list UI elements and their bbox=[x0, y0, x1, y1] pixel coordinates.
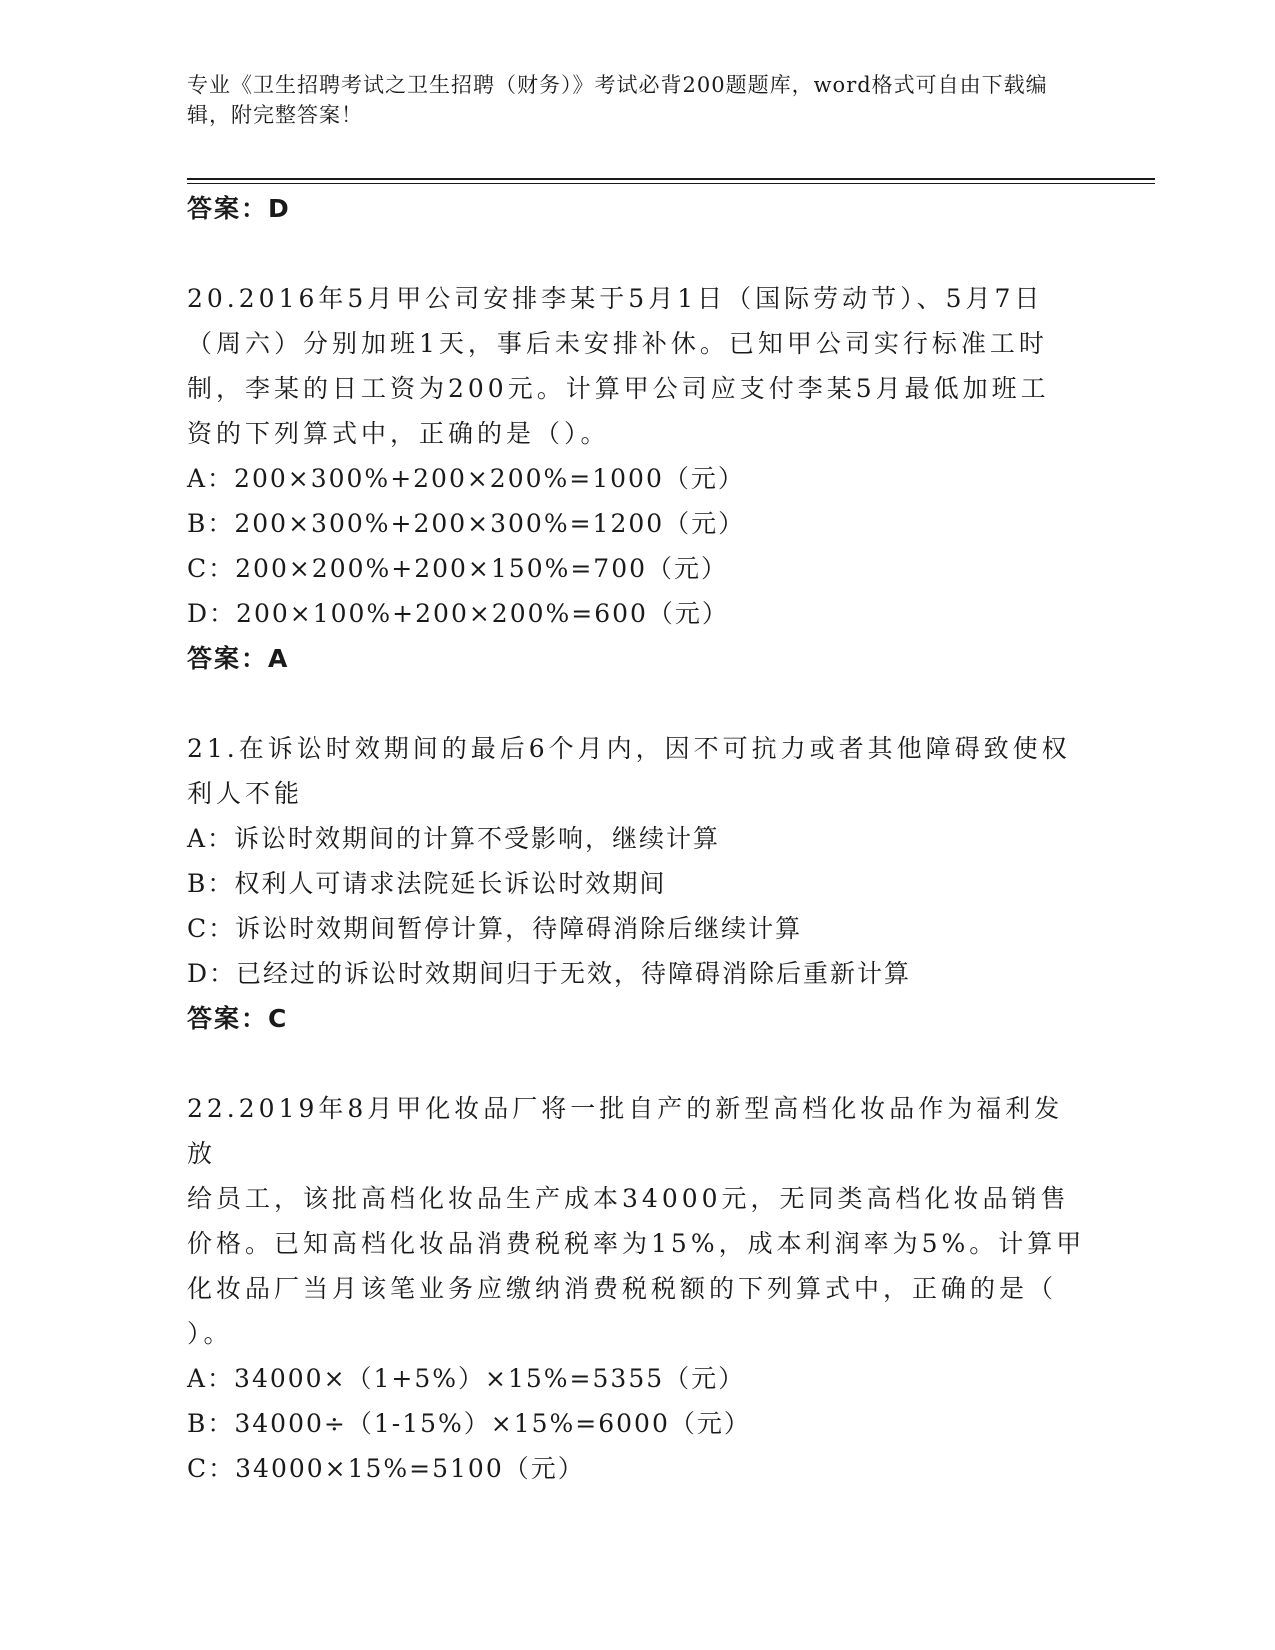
spacer bbox=[187, 231, 1087, 276]
document-header: 专业《卫生招聘考试之卫生招聘（财务）》考试必背200题题库，word格式可自由下载编辑，附完整答案！ bbox=[187, 73, 1048, 127]
question-block-22 bbox=[187, 1086, 1087, 1491]
header-rule-thick bbox=[187, 178, 1155, 180]
question-line: 给员工，该批高档化妆品生产成本34000元，无同类高档化妆品销售 bbox=[187, 1184, 1070, 1213]
question-line: 价格。已知高档化妆品消费税税率为15%，成本利润率为5%。计算甲 bbox=[187, 1229, 1086, 1258]
option-b: B：权利人可请求法院延长诉讼时效期间 bbox=[187, 869, 667, 898]
question-line: 22.2019年8月甲化妆品厂将一批自产的新型高档化妆品作为福利发放 bbox=[187, 1094, 1064, 1168]
document-body bbox=[187, 186, 1087, 1491]
question-line: 20.2016年5月甲公司安排李某于5月1日（国际劳动节）、5月7日 bbox=[187, 284, 1044, 313]
question-line: ）。 bbox=[187, 1319, 233, 1348]
question-block-21 bbox=[187, 726, 1087, 1041]
option-d: D：200×100%+200×200%=600（元） bbox=[187, 599, 729, 628]
question-line: 利人不能 bbox=[187, 779, 304, 808]
question-block-20 bbox=[187, 276, 1087, 681]
question-line: 化妆品厂当月该笔业务应缴纳消费税税额的下列算式中，正确的是（ bbox=[187, 1274, 1058, 1303]
spacer bbox=[187, 681, 1087, 726]
question-line: 资的下列算式中，正确的是（）。 bbox=[187, 419, 610, 448]
question-line: 21.在诉讼时效期间的最后6个月内，因不可抗力或者其他障碍致使权 bbox=[187, 734, 1071, 763]
option-c: C：200×200%+200×150%=700（元） bbox=[187, 554, 729, 583]
previous-answer: 答案：D bbox=[187, 194, 291, 223]
option-b: B：34000÷（1-15%）×15%=6000（元） bbox=[187, 1409, 751, 1438]
option-a: A：诉讼时效期间的计算不受影响，继续计算 bbox=[187, 824, 721, 853]
option-c: C：34000×15%=5100（元） bbox=[187, 1454, 585, 1483]
option-b: B：200×300%+200×300%=1200（元） bbox=[187, 509, 746, 538]
question-line: 制，李某的日工资为200元。计算甲公司应支付李某5月最低加班工 bbox=[187, 374, 1050, 403]
spacer bbox=[187, 1041, 1087, 1086]
option-a: A：200×300%+200×200%=1000（元） bbox=[187, 464, 745, 493]
question-line: （周六）分别加班1天，事后未安排补休。已知甲公司实行标准工时 bbox=[187, 329, 1048, 358]
option-a: A：34000×（1+5%）×15%=5355（元） bbox=[187, 1364, 746, 1393]
question-answer: 答案：A bbox=[187, 644, 290, 673]
option-d: D：已经过的诉讼时效期间归于无效，待障碍消除后重新计算 bbox=[187, 959, 912, 988]
question-answer: 答案：C bbox=[187, 1004, 289, 1033]
option-c: C：诉讼时效期间暂停计算，待障碍消除后继续计算 bbox=[187, 914, 803, 943]
header-rule-thin bbox=[187, 183, 1155, 184]
